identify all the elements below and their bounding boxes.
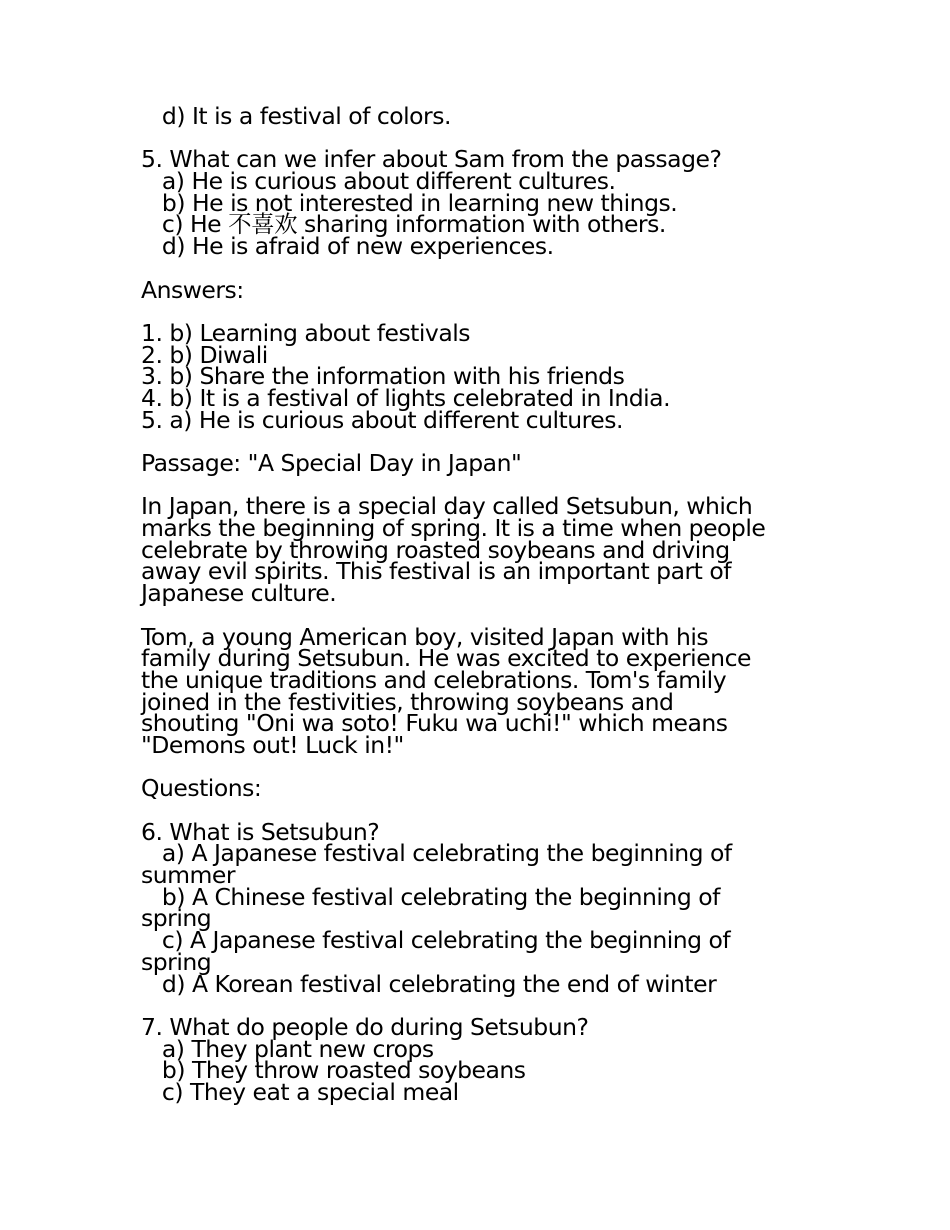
- passage-para2-line: family during Setsubun. He was excited to experience: [141, 644, 751, 673]
- document-body: [141, 102, 841, 1106]
- passage-para2-line: joined in the festivities, throwing soybeans and: [141, 687, 674, 716]
- q6-option-a-cont: summer: [141, 861, 236, 890]
- passage-para1-line: Japanese culture.: [141, 579, 337, 608]
- q6-option-b-cont: spring: [141, 904, 212, 933]
- q6-question: 6. What is Setsubun?: [141, 817, 380, 846]
- q6-option-d: d) A Korean festival celebrating the end of winter: [141, 969, 717, 998]
- q7-question: 7. What do people do during Setsubun?: [141, 1012, 589, 1041]
- passage-para1-line: away evil spirits. This festival is an important part of: [141, 557, 731, 586]
- answer-item: 4. b) It is a festival of lights celebrated in India.: [141, 383, 671, 412]
- spacer: [141, 258, 841, 280]
- passage-para2-line: Tom, a young American boy, visited Japan with his: [141, 622, 709, 651]
- q6-option-b: b) A Chinese festival celebrating the beginning of: [141, 882, 720, 911]
- passage-para1-line: marks the beginning of spring. It is a time when people: [141, 514, 766, 543]
- passage-para2-line: "Demons out! Luck in!": [141, 730, 404, 759]
- q7-option-c: c) They eat a special meal: [141, 1077, 459, 1106]
- answer-item: 5. a) He is curious about different cultures.: [141, 405, 623, 434]
- questions-heading: Questions:: [141, 774, 262, 803]
- answer-item: 1. b) Learning about festivals: [141, 318, 471, 347]
- q5-option-a: a) He is curious about different cultures.: [141, 167, 616, 196]
- q5-option-c: c) He 不喜欢 sharing information with others.: [141, 210, 666, 239]
- answer-item: 3. b) Share the information with his friends: [141, 362, 625, 391]
- q5-question: 5. What can we infer about Sam from the passage?: [141, 145, 722, 174]
- q4-option-d: d) It is a festival of colors.: [141, 102, 451, 130]
- answers-heading: Answers:: [141, 275, 244, 304]
- passage-para2-line: shouting "Oni wa soto! Fuku wa uchi!" which means: [141, 709, 728, 738]
- answer-item: 2. b) Diwali: [141, 340, 268, 369]
- q6-option-a: a) A Japanese festival celebrating the beginning of: [141, 839, 732, 868]
- q5-option-b: b) He is not interested in learning new things.: [141, 188, 678, 217]
- q7-option-a: a) They plant new crops: [141, 1034, 434, 1063]
- q6-option-c: c) A Japanese festival celebrating the beginning of: [141, 926, 731, 955]
- passage-title: Passage: "A Special Day in Japan": [141, 449, 522, 477]
- q7-option-b: b) They throw roasted soybeans: [141, 1056, 526, 1085]
- q5-option-d: d) He is afraid of new experiences.: [141, 232, 554, 261]
- passage-para1-line: In Japan, there is a special day called Setsubun, which: [141, 492, 753, 521]
- passage-para1-line: celebrate by throwing roasted soybeans and driving: [141, 535, 730, 564]
- passage-para2-line: the unique traditions and celebrations. Tom's family: [141, 665, 727, 694]
- q6-option-c-cont: spring: [141, 947, 212, 976]
